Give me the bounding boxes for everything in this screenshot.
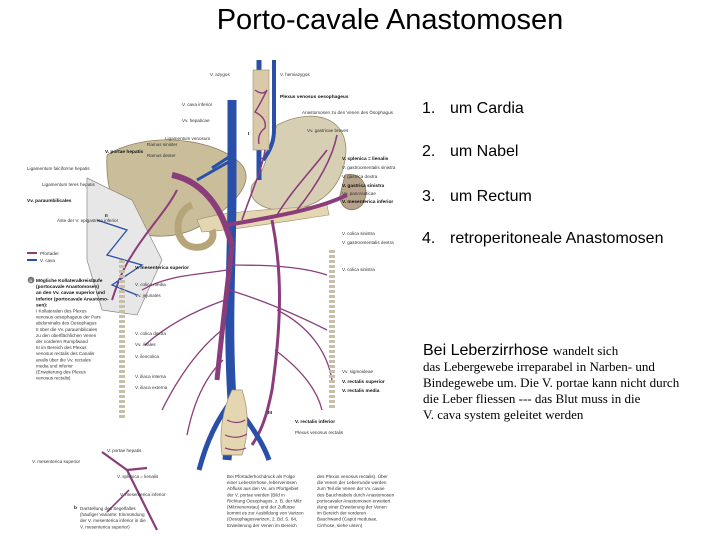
caption-line: media und inferior — [36, 363, 73, 369]
label-iliaca-interna: V. iliaca interna — [135, 374, 166, 379]
caption-line: venosus oesophageus der Pars — [36, 314, 101, 320]
caption-line: dung einer Erweiterung der Venen — [317, 504, 387, 510]
caption-line: einer Leberzirrhose, lebervenösen — [227, 480, 297, 486]
label-anastomosen-oes: Anastomosen zu den Venen des Ösophagus — [302, 110, 393, 115]
label-mesenterica-inferior: V. mesenterica inferior — [342, 200, 394, 205]
caption-line: II über die Vv. paraumbilicales — [36, 326, 98, 332]
caption-line: (Oesophagusvarizen, 2. Bd. S. 84, — [227, 516, 298, 522]
label-gastrica-dextra: V. gastrica dextra — [342, 174, 378, 179]
label-gastroomentalis-dex: V. gastroomentalis dextra — [342, 240, 394, 245]
label-plexus-oesophageus: Plexus venosus oesophageus — [280, 95, 349, 100]
caption-line: Bauchwand (Caput medusae, — [317, 516, 378, 522]
label-rectalis-media: V. rectalis media — [342, 389, 380, 394]
label-sigmoideae: Vv. sigmoideae — [342, 369, 374, 374]
caption-line: Richtung Oesophagus, z. B. der Milz — [227, 498, 302, 504]
caption-line: kommt es zur Ausbildung von Varizen — [227, 510, 304, 516]
label-small-mes-sup: V. mesenterica superior — [32, 459, 81, 464]
roman-3: III — [268, 411, 272, 416]
anatomy-illustration — [27, 60, 412, 540]
label-lig-teres: Ligamentum teres hepatis — [42, 182, 95, 187]
caption-line: der V. portae werden (Bild in — [227, 492, 285, 498]
caption-line: I Kollateralen des Plexus — [36, 308, 87, 314]
roman-2: II — [105, 214, 108, 219]
caption-line: venosus rectalis des Canalis — [36, 351, 95, 357]
label-colica-dextra: V. colica dextra — [135, 331, 166, 336]
mark-a: a — [29, 278, 32, 283]
oesophagus — [253, 70, 269, 150]
label-paraumbilicales: Vv. paraumbilicales — [27, 199, 72, 204]
label-epigastrica: Äste der V. epigastrica inferior — [57, 218, 119, 223]
label-lig-falciforme: Ligamentum falciforme hepatis — [27, 166, 90, 171]
page-title: Porto-cavale Anastomosen — [216, 4, 564, 36]
caption-line: III im Bereich des Plexus — [36, 345, 87, 351]
caption-line: im Bereich der vorderen — [317, 510, 367, 516]
caption-line: portocavaler Anastomosen erweitert — [317, 498, 391, 504]
caption-line: V. mesenterica superior) — [80, 524, 130, 530]
label-small-splenica: V. splenica = lienalis — [117, 474, 159, 479]
list-item: 3. um Rectum — [422, 188, 532, 205]
caption-line: der vorderen Rumpfwand — [36, 339, 88, 344]
caption-line: (häufiger Variante: Einmündung — [80, 512, 145, 518]
label-jejunales: Vv. jejunales — [135, 293, 161, 298]
label-rectalis-inferior: V. rectalis inferior — [295, 420, 336, 425]
caption-line: abdominalis des Oesophagus — [36, 320, 97, 326]
caption-line: an den Vv. cavae superior und — [36, 291, 105, 297]
roman-1: I — [248, 132, 250, 137]
caption-line: analis über die Vv. rectales — [36, 357, 91, 363]
label-portae-hepatis: V. portae hepatis — [105, 150, 144, 155]
label-gastroomentalis-sin: V. gastroomentalis sinistra — [342, 165, 396, 170]
legend-v-cava: V. cava — [40, 258, 55, 263]
caption-line: (Milzvenenstau) und der Zuflüsse — [227, 504, 295, 510]
caption-line: (Erweiterung des Plexus — [36, 369, 86, 375]
caption-line: zu den oberflächlichen Venen — [36, 332, 97, 338]
label-splenica: V. splenica = lienalis — [342, 157, 389, 162]
label-ramus-dexter: Ramus dexter — [147, 153, 176, 158]
list-item: 2. um Nabel — [422, 143, 519, 160]
label-pancreaticae: Vv. pancreaticae — [342, 191, 376, 196]
note-line: das Lebergewebe irreparabel in Narben- und — [423, 359, 655, 374]
caption-line: (portocavale Anastomosen) — [36, 285, 99, 291]
label-ileocolica: V. ileocolica — [135, 354, 160, 359]
label-ramus-sinister: Ramus sinister — [147, 142, 178, 147]
label-azygos: V. azygos — [210, 72, 230, 77]
label-colica-sinistra-2: V. colica sinistra — [342, 267, 375, 272]
label-colica-sinistra: V. colica sinistra — [342, 231, 375, 236]
mark-b: b — [74, 506, 77, 511]
label-gastricae-breves: Vv. gastricae breves — [307, 128, 349, 133]
caption-line: Abfluss aus den Vv. am Pfortgebiet — [227, 486, 299, 492]
caption-line: venosus rectalis) — [36, 375, 71, 381]
label-lig-venosum: Ligamentum venosum — [165, 136, 211, 141]
label-gastrica-sinistra: V. gastrica sinistra — [342, 184, 385, 189]
caption-line: zum Teil die Venen der Vv. cavae — [317, 486, 385, 492]
label-ileales: Vv. ileales — [135, 342, 156, 347]
caption-line: Mögliche Kollateralkreisläufe — [36, 279, 103, 284]
caption-line: Cirrhose, siehe unten) — [317, 522, 363, 528]
list-item: 4. retroperitoneale Anastomosen — [422, 230, 664, 247]
caption-line: der V. mesenterica inferior in die — [80, 518, 146, 524]
caption-line: die Venen der Leberrunde werden — [317, 480, 387, 486]
note-heading-line: Bei Leberzirrhose wandelt sich — [423, 342, 619, 359]
caption-line: sen): — [36, 303, 48, 309]
label-colica-media: V. colica media — [135, 282, 166, 287]
label-cava-inferior: V. cava inferior — [182, 102, 213, 107]
caption-line: des Plexus venosus rectalis). Über — [317, 474, 388, 479]
caption-line: inferior (portocavale Anastomo- — [36, 297, 109, 303]
label-hepaticae: Vv. hepaticae — [182, 118, 210, 123]
caption-line: Darstellung des Segelfalles — [80, 506, 136, 511]
caption-line: Erweiterung der Venen im Bereich — [227, 522, 297, 528]
caption-line: Bei Pfortaderhochdruck als Folge — [227, 474, 295, 479]
label-small-mes-inf: V. mesenterica inferior — [120, 492, 166, 497]
label-iliaca-externa: V. iliaca externa — [135, 385, 168, 390]
note-line: Bindegewebe um. Die V. portae kann nicht durch — [423, 375, 680, 390]
list-item: 1. um Cardia — [422, 100, 524, 117]
label-mesenterica-superior: V. mesenterica superior — [135, 266, 189, 271]
label-plexus-rectalis: Plexus venosus rectalis — [295, 430, 344, 435]
caption-line: des Bauchnabels durch Anastomosen — [317, 492, 395, 498]
label-hemiazygos: V. hemiazygos — [280, 72, 310, 77]
note-line: V. cava system geleitet werden — [423, 407, 584, 422]
note-line: die Leber fliessen --- das Blut muss in die — [423, 391, 641, 406]
caption-col2 — [227, 474, 304, 528]
label-small-portae: V. portae hepatis — [107, 448, 142, 453]
legend-pfortader: Pfortader — [40, 251, 59, 256]
cirrhosis-note — [423, 343, 718, 423]
label-rectalis-superior: V. rectalis superior — [342, 380, 385, 385]
